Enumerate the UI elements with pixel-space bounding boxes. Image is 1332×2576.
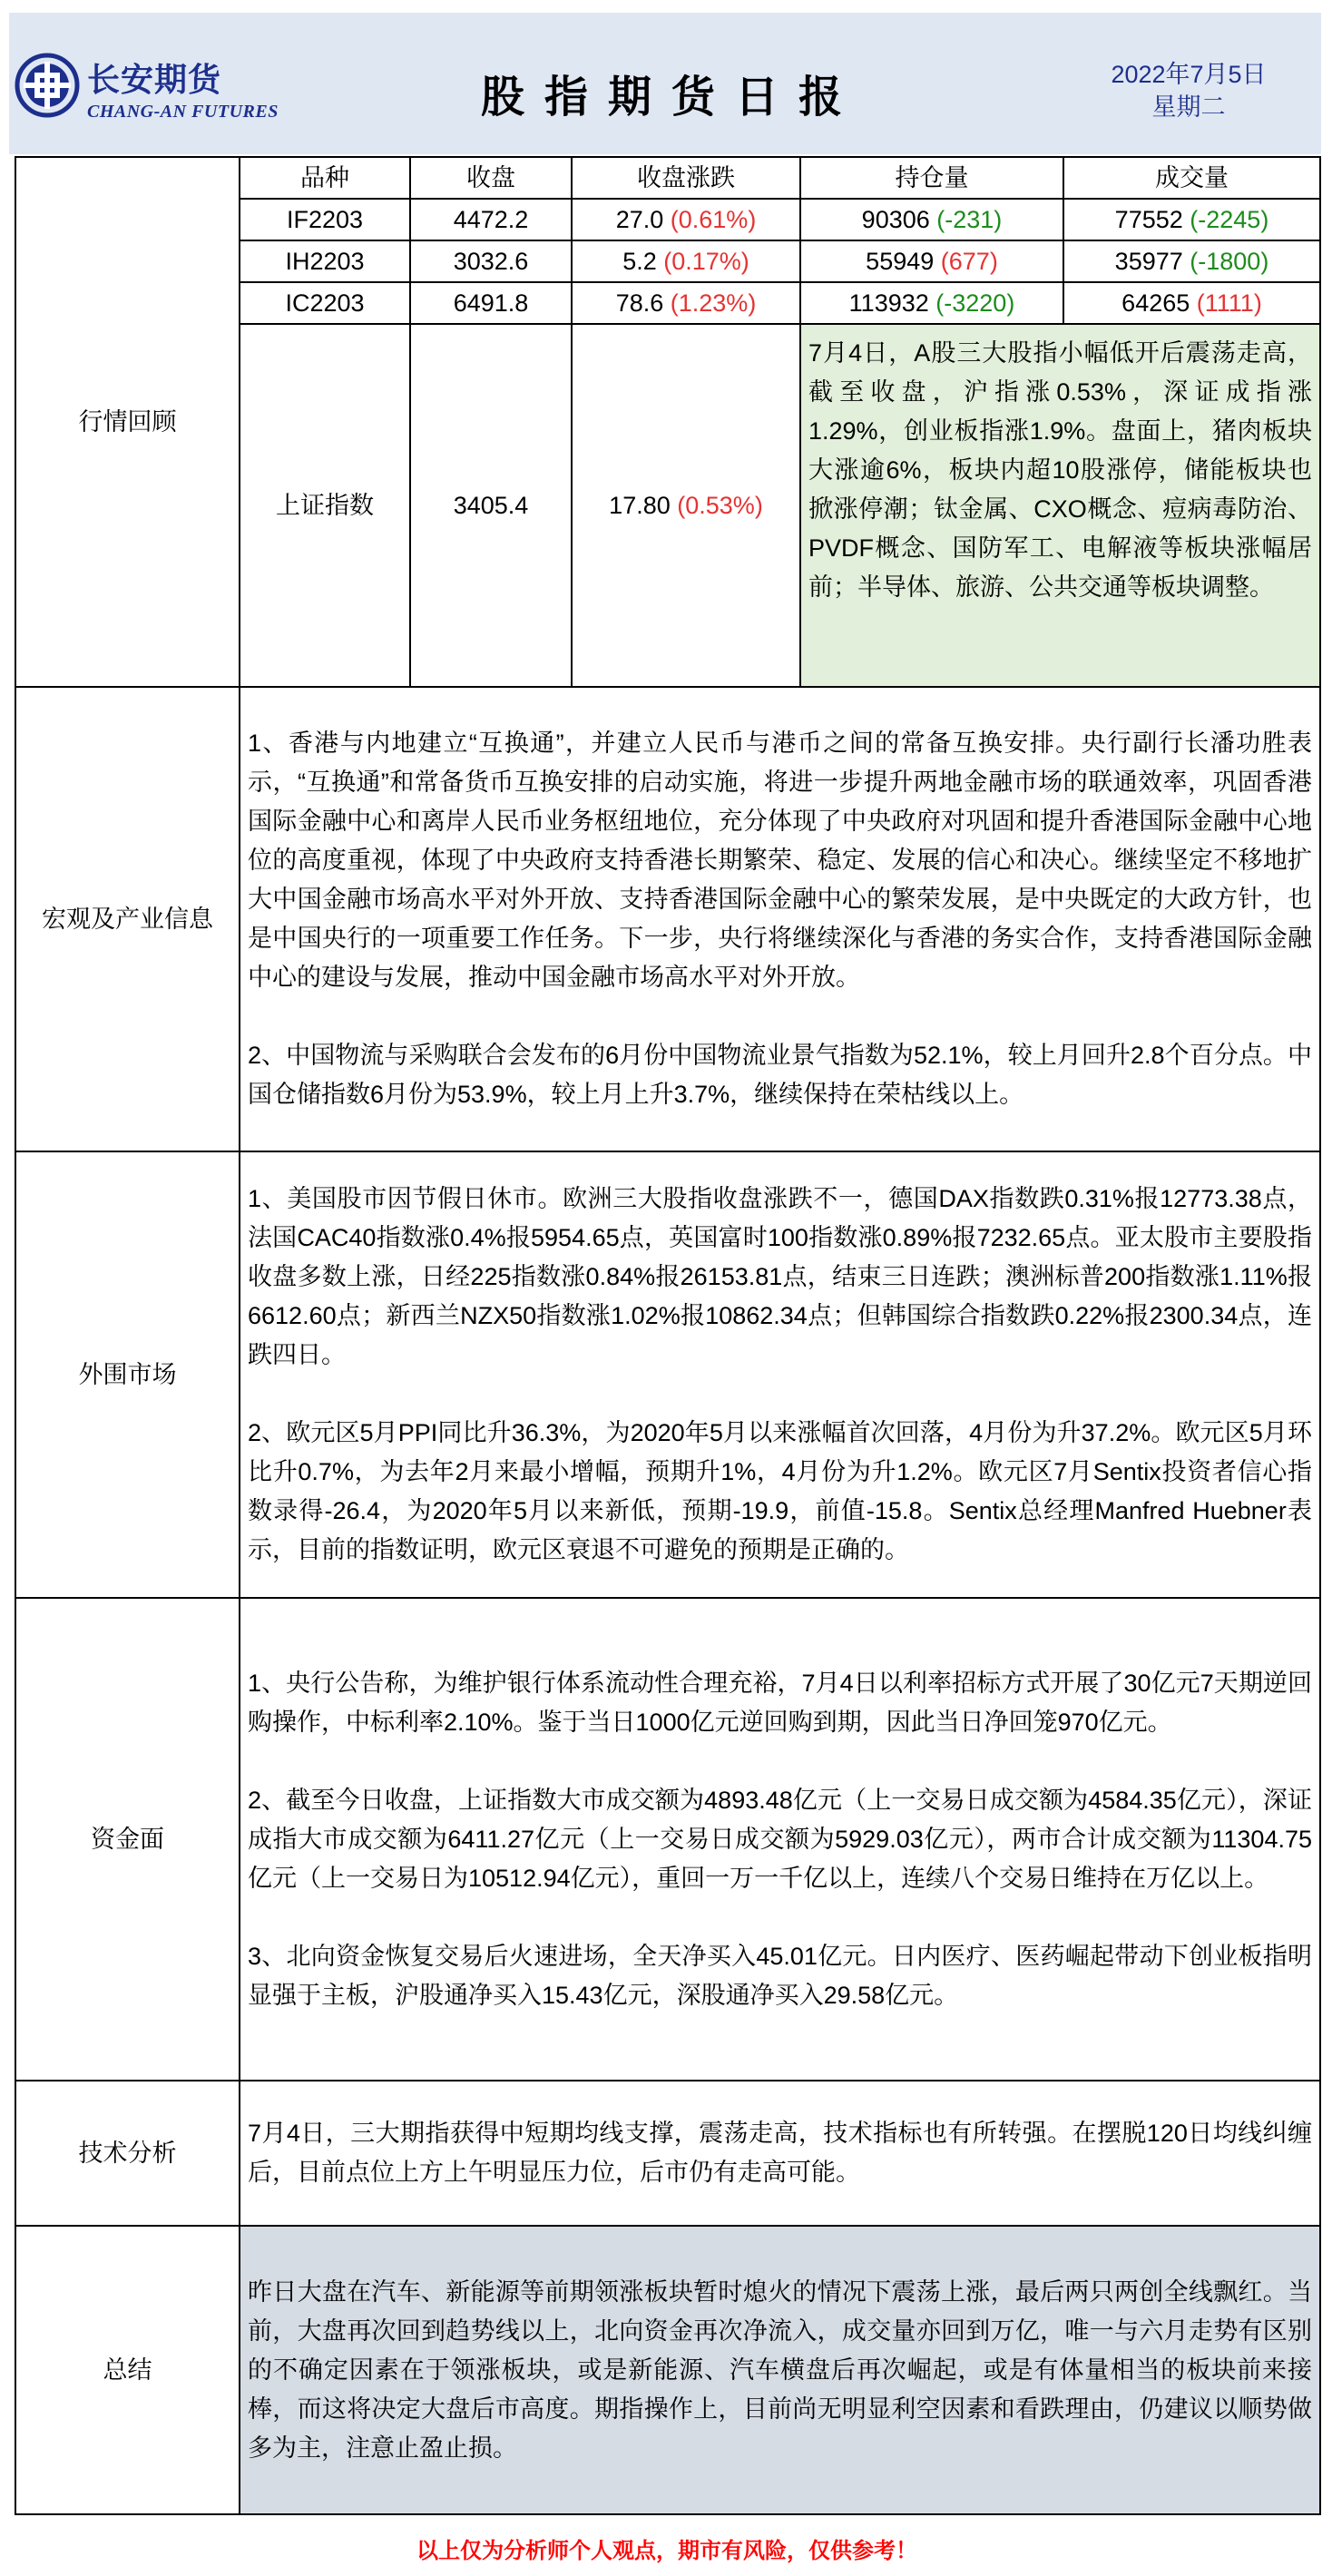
section-label-market: 行情回顾: [15, 157, 240, 687]
macro-row: [15, 687, 1320, 1151]
contract-open-interest: [800, 282, 1063, 324]
market-review-text: 7月4日，A股三大股指小幅低开后震荡走高，截至收盘，沪指涨0.53%，深证成指涨1.29%，创业板指涨1.9%。盘面上，猪肉板块大涨逾6%，板块内超10股涨停，储能板块也掀涨停潮；钛金属、CXO概念、痘病毒防治、PVDF概念、国防军工、电解液等板块涨幅居前；半导体、旅游、公共交通等板块调整。: [800, 324, 1320, 687]
logo-chinese-name: 长安期货: [87, 62, 222, 99]
contract-name: IC2203: [240, 282, 410, 324]
volume-change: (1111): [1196, 289, 1262, 317]
section-label-external: 外围市场: [15, 1151, 240, 1598]
change-pct: (1.23%): [670, 289, 757, 317]
macro-paragraph: 2、中国物流与采购联合会发布的6月份中国物流业景气指数为52.1%，较上月回升2.8个百分点。中国仓储指数6月份为53.9%，较上月上升3.7%，继续保持在荣枯线以上。: [248, 1042, 1312, 1108]
change-pct: (0.53%): [677, 491, 763, 519]
index-name: 上证指数: [240, 324, 410, 687]
oi-value: 90306: [861, 205, 930, 233]
technical-content: 7月4日，三大期指获得中短期均线支撑，震荡走高，技术指标也有所转强。在摆脱120日均线纠缠后，目前点位上方上午明显压力位，后市仍有走高可能。: [240, 2081, 1320, 2226]
index-change: [572, 324, 800, 687]
summary-content: 昨日大盘在汽车、新能源等前期领涨板块暂时熄火的情况下震荡上涨，最后两只两创全线飘红。当前，大盘再次回到趋势线以上，北向资金再次净流入，成交量亦回到万亿，唯一与六月走势有区别的不确定因素在于领涨板块，或是新能源、汽车横盘后再次崛起，或是有体量相当的板块前来接棒，而这将决定大盘后市高度。期指操作上，目前尚无明显利空因素和看跌理由，仍建议以顺势做多为主，注意止盈止损。: [240, 2226, 1320, 2514]
chang-an-logo-icon: [15, 53, 80, 118]
funds-paragraph: 2、截至今日收盘，上证指数大市成交额为4893.48亿元（上一交易日成交额为4584.35亿元），深证成指大市成交额为6411.27亿元（上一交易日成交额为5929.03亿元），两市合计成交额为11304.75亿元（上一交易日为10512.94亿元），重回一万一千亿以上，连续八个交易日维持在万亿以上。: [248, 1786, 1312, 1892]
section-label-technical: 技术分析: [15, 2081, 240, 2226]
index-close: 3405.4: [410, 324, 572, 687]
oi-value: 113932: [848, 289, 929, 317]
oi-change: (-3220): [935, 289, 1015, 317]
volume-change: (-1800): [1190, 247, 1269, 275]
volume-value: 35977: [1114, 247, 1183, 275]
volume-change: (-2245): [1190, 205, 1269, 233]
market-header-row: [15, 157, 1320, 199]
report-weekday: 星期二: [1151, 93, 1226, 121]
col-header-close: 收盘: [410, 157, 572, 199]
external-paragraph: 2、欧元区5月PPI同比升36.3%，为2020年5月以来涨幅首次回落，4月份为升37.2%。欧元区5月环比升0.7%，为去年2月来最小增幅，预期升1%，4月份为升1.2%。欧元区7月Sentix投资者信心指数录得-26.4，为2020年5月以来新低，预期-19.9，前值-15.8。Sentix总经理Manfred Huebner表示，目前的指数证明，欧元区衰退不可避免的预期是正确的。: [248, 1419, 1312, 1563]
volume-value: 64265: [1121, 289, 1190, 317]
contract-volume: [1063, 240, 1320, 282]
oi-change: (-231): [936, 205, 1003, 233]
section-label-summary: 总结: [15, 2226, 240, 2514]
contract-close: 6491.8: [410, 282, 572, 324]
logo-english-name: CHANG-AN FUTURES: [87, 102, 279, 122]
change-value: 27.0: [615, 205, 664, 233]
col-header-open-interest: 持仓量: [800, 157, 1063, 199]
macro-paragraph: 1、香港与内地建立“互换通”，并建立人民币与港币之间的常备互换安排。央行副行长潘功胜表示，“互换通”和常备货币互换安排的启动实施，将进一步提升两地金融市场的联通效率，巩固香港国际金融中心和离岸人民币业务枢纽地位，充分体现了中央政府对巩固和提升香港国际金融中心地位的高度重视，体现了中央政府支持香港长期繁荣、稳定、发展的信心和决心。继续坚定不移地扩大中国金融市场高水平对外开放、支持香港国际金融中心的繁荣发展，是中央既定的大政方针，也是中国央行的一项重要工作任务。下一步，央行将继续深化与香港的务实合作，支持香港国际金融中心的建设与发展，推动中国金融市场高水平对外开放。: [248, 730, 1312, 991]
report-title: 股指期货日报: [480, 72, 862, 122]
change-pct: (0.17%): [663, 247, 749, 275]
contract-name: IF2203: [240, 199, 410, 240]
contract-name: IH2203: [240, 240, 410, 282]
macro-content: [240, 687, 1320, 1151]
contract-close: 3032.6: [410, 240, 572, 282]
report-grid: [15, 156, 1321, 2515]
funds-row: [15, 1598, 1320, 2081]
contract-volume: [1063, 199, 1320, 240]
contract-open-interest: [800, 240, 1063, 282]
col-header-volume: 成交量: [1063, 157, 1320, 199]
contract-volume: [1063, 282, 1320, 324]
funds-paragraph: 1、央行公告称，为维护银行体系流动性合理充裕，7月4日以利率招标方式开展了30亿元7天期逆回购操作，中标利率2.10%。鉴于当日1000亿元逆回购到期，因此当日净回笼970亿元。: [248, 1669, 1312, 1736]
summary-row: [15, 2226, 1320, 2514]
external-paragraph: 1、美国股市因节假日休市。欧洲三大股指收盘涨跌不一，德国DAX指数跌0.31%报12773.38点，法国CAC40指数涨0.4%报5954.65点，英国富时100指数涨0.89%报7232.65点。亚太股市主要股指收盘多数上涨，日经225指数涨0.84%报26153.81点，结束三日连跌；澳洲标普200指数涨1.11%报6612.60点；新西兰NZX50指数涨1.02%报10862.34点；但韩国综合指数跌0.22%报2300.34点，连跌四日。: [248, 1185, 1312, 1368]
contract-change: [572, 282, 800, 324]
contract-open-interest: [800, 199, 1063, 240]
col-header-change: 收盘涨跌: [572, 157, 800, 199]
funds-content: [240, 1598, 1320, 2081]
change-value: 5.2: [622, 247, 657, 275]
change-value: 17.80: [609, 491, 671, 519]
contract-close: 4472.2: [410, 199, 572, 240]
change-pct: (0.61%): [670, 205, 757, 233]
contract-change: [572, 199, 800, 240]
report-date: 2022年7月5日: [1111, 61, 1267, 88]
funds-paragraph: 3、北向资金恢复交易后火速进场，全天净买入45.01亿元。日内医疗、医药崛起带动下创业板指明显强于主板，沪股通净买入15.43亿元，深股通净买入29.58亿元。: [248, 1942, 1312, 2009]
technical-row: [15, 2081, 1320, 2226]
change-value: 78.6: [615, 289, 664, 317]
section-label-funds: 资金面: [15, 1598, 240, 2081]
external-content: [240, 1151, 1320, 1598]
external-row: [15, 1151, 1320, 1598]
volume-value: 77552: [1114, 205, 1183, 233]
section-label-macro: 宏观及产业信息: [15, 687, 240, 1151]
disclaimer-text: 以上仅为分析师个人观点，期市有风险，仅供参考！: [416, 2540, 917, 2563]
oi-change: (677): [940, 247, 998, 275]
col-header-name: 品种: [240, 157, 410, 199]
contract-change: [572, 240, 800, 282]
oi-value: 55949: [866, 247, 935, 275]
